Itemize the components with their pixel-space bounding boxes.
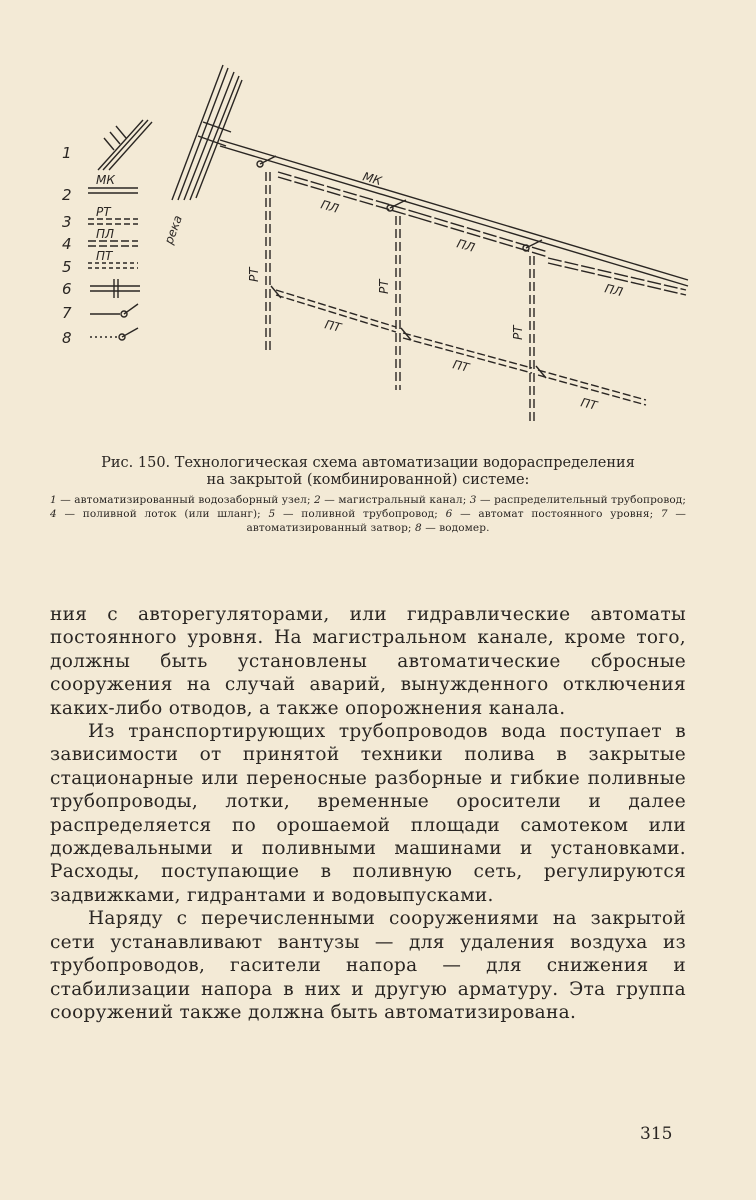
legend-code-mk: МК xyxy=(96,173,115,187)
caption-title-line: Рис. 150. Технологическая схема автоматизации водораспределения xyxy=(101,455,635,471)
legend-item-text: — магистральный канал; xyxy=(320,494,470,506)
tray-label: ПЛ xyxy=(455,236,477,255)
legend-item-num: 5 xyxy=(268,508,276,520)
legend-symbol-pt xyxy=(88,263,138,268)
legend-code-pt: ПТ xyxy=(96,249,113,263)
legend-item-num: 4 xyxy=(50,508,57,520)
legend-symbol-mk xyxy=(88,188,138,193)
legend-item-num: 7 xyxy=(660,508,668,520)
distribution-pipeline-label: РТ xyxy=(511,325,525,340)
distribution-pipeline-label: РТ xyxy=(377,279,391,294)
paragraph: Наряду с перечисленными сооружениями на закрытой сети устанавливают вантузы — для удаления воздуха из трубопроводов, гасители напора — для снижения и стабилизации напора в них и другую арматуру. Эта группа сооружений также должна быть автоматизирована. xyxy=(50,908,686,1023)
river-intake xyxy=(172,65,242,200)
legend-numbers xyxy=(62,144,72,347)
caption-title-line: на закрытой (комбинированной) системе: xyxy=(206,472,530,488)
legend-number: 6 xyxy=(62,280,72,298)
distribution-pipeline xyxy=(266,172,534,425)
legend-item-text: — автомат постоянного уровня; xyxy=(452,508,661,520)
legend-codes xyxy=(96,173,115,263)
automated-gates xyxy=(257,156,546,378)
irrigation-pipeline-label: ПТ xyxy=(579,395,599,413)
legend-number: 3 xyxy=(62,213,72,231)
legend-code-rt: РТ xyxy=(96,205,111,219)
legend-number: 8 xyxy=(62,329,72,347)
legend-item-num: 2 xyxy=(314,494,321,506)
legend-item-num: 3 xyxy=(469,494,477,506)
legend-symbol-intake xyxy=(98,120,152,170)
page-number: 315 xyxy=(640,1124,673,1144)
caption-legend xyxy=(50,493,686,535)
legend-item-text: — автоматизированный затвор; xyxy=(246,508,687,534)
legend-number: 4 xyxy=(62,235,72,253)
paragraph: ния с авторегуляторами, или гидравлические автоматы постоянного уровня. На магистральном канале, кроме того, должны быть установлены автоматические сбросные сооружения на случай аварий, вынужденного отключения каких-либо отводов, а также опорожнения канала. xyxy=(50,604,686,719)
irrigation-pipeline-label: ПТ xyxy=(323,317,343,335)
body-text xyxy=(50,603,686,1024)
legend-number: 7 xyxy=(62,304,72,322)
caption-title xyxy=(50,455,686,489)
main-canal-label: МК xyxy=(361,169,384,189)
main-canal xyxy=(220,140,688,286)
legend-item-num: 8 xyxy=(414,522,422,534)
irrigation-tray xyxy=(278,172,686,295)
technological-scheme-figure xyxy=(48,50,708,445)
river-label: река xyxy=(161,213,185,247)
legend-item-text: — водомер. xyxy=(421,522,490,534)
legend-item-text: — распределительный трубопровод; xyxy=(476,494,686,506)
legend-item-num: 1 xyxy=(50,494,57,506)
legend-number: 5 xyxy=(62,258,72,276)
legend-symbol-water-meter xyxy=(90,328,138,340)
legend-symbol-pl xyxy=(88,241,138,246)
legend-symbol-rt xyxy=(88,219,138,224)
legend-item-text: — автоматизированный водозаборный узел; xyxy=(56,494,315,506)
legend-item-text: — поливной лоток (или шланг); xyxy=(56,508,269,520)
irrigation-pipeline xyxy=(276,290,646,405)
legend-symbol-automated-gate xyxy=(90,304,138,317)
legend-item-num: 6 xyxy=(445,508,453,520)
paragraph: Из транспортирующих трубопроводов вода поступает в зависимости от принятой техники полива в закрытые стационарные или переносные разборные и гибкие поливные трубопроводы, лотки, временные оросители и далее распределяется по орошаемой площади самотеком или дождевальными и поливными машинами и установками. Расходы, поступающие в поливную сеть, регулируются задвижками, гидрантами и водовыпусками. xyxy=(50,721,686,906)
tray-label: ПЛ xyxy=(603,281,625,300)
legend-number: 1 xyxy=(62,144,72,162)
irrigation-pipeline-label: ПТ xyxy=(451,357,471,375)
legend-number: 2 xyxy=(62,186,72,204)
legend-item-text: — поливной трубопровод; xyxy=(275,508,446,520)
legend-symbol-level-automat xyxy=(90,279,140,298)
distribution-pipeline-label: РТ xyxy=(247,267,261,282)
legend-code-pl: ПЛ xyxy=(96,227,115,241)
tray-label: ПЛ xyxy=(319,197,341,216)
figure-caption xyxy=(50,455,686,535)
